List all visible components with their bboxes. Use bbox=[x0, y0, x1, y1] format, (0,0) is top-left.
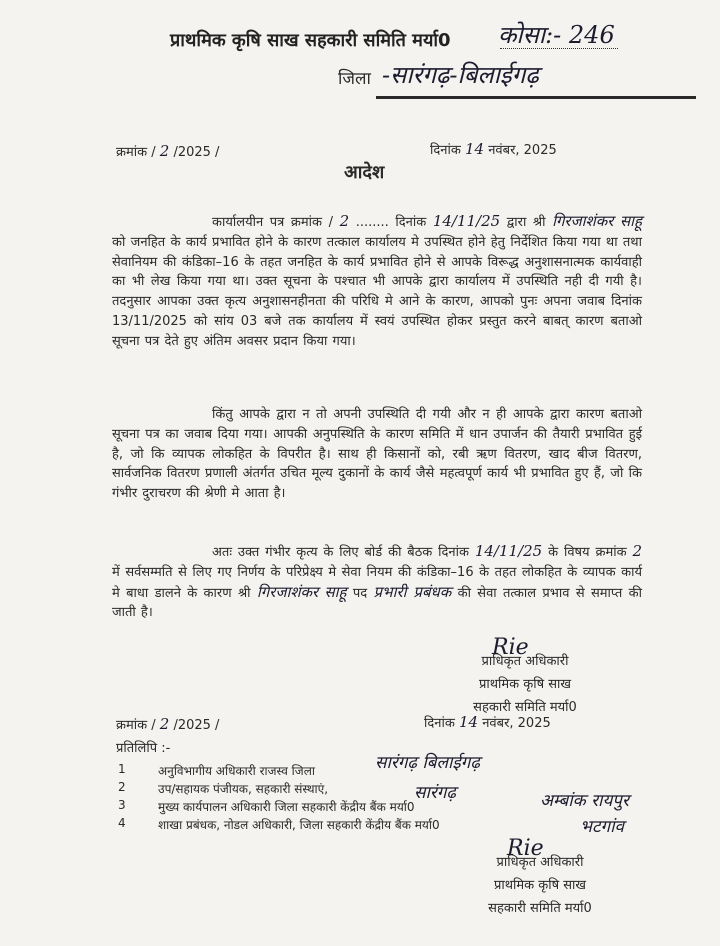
signature-scribble: Rie bbox=[507, 836, 544, 861]
copy-item: 1 अनुविभागीय अधिकारी राजस्व जिला सारंगढ़ बिलाईगढ़ bbox=[118, 753, 480, 778]
copy-order-number: क्रमांक / 2 /2025 / bbox=[116, 715, 220, 733]
code-underline bbox=[500, 48, 618, 49]
signature-block-2: Rie प्राधिकृत अधिकारी प्राथमिक कृषि साख सहकारी समिति मर्या0 bbox=[488, 836, 592, 916]
copy-item: 2 उप/सहायक पंजीयक, सहकारी संस्थाएं, सारंगढ़ bbox=[118, 780, 456, 803]
copy-item: 3 मुख्य कार्यपालन अधिकारी जिला सहकारी केंद्रीय बैंक मर्या0 अम्बांक रायपुर bbox=[118, 791, 629, 814]
district-label: जिला bbox=[338, 69, 371, 89]
committee-title: प्राथमिक कृषि साख सहकारी समिति मर्या0 bbox=[170, 30, 451, 51]
paragraph-3: अतः उक्त गंभीर कृत्य के लिए बोर्ड की बैठक दिनांक 14/11/25 के विषय क्रमांक 2 में सर्वसम्मति से लिए गए निर्णय के परिप्रेक्ष्य मे सेवा नियम की कंडिका–16 के तहत लोकहित के व्यापक कार्य मे बाधा डालने के कारण श्री गिरजाशंकर साहू पद प्रभारी प्रबंधक की सेवा तत्काल प्रभाव से समाप्त की जाती है। bbox=[112, 542, 642, 621]
order-title: आदेश bbox=[344, 162, 385, 183]
committee-code-handwritten: कोसा:- 246 bbox=[498, 21, 615, 49]
copy-item: 4 शाखा प्रबंधक, नोडल अधिकारी, जिला सहकारी केंद्रीय बैंक मर्या0 भटगांव bbox=[118, 816, 624, 837]
order-number: क्रमांक / 2 /2025 / bbox=[116, 142, 220, 160]
order-date: दिनांक 14 नवंबर, 2025 bbox=[430, 140, 557, 158]
district-handwritten: -सारंगढ़-बिलाईगढ़ bbox=[382, 61, 539, 89]
paragraph-1: कार्यालयीन पत्र क्रमांक / 2 ........ दिनांक 14/11/25 द्वारा श्री गिरजाशंकर साहू को जनहित के कार्य प्रभावित होने के कारण तत्काल कार्यालय मे उपस्थित होने हेतु निर्देशित किया गया था तथा सेवानियम की कंडिका–16 के तहत जनहित के कार्य प्रभावित होने से आपके विरूद्ध अनुशासनात्मक कार्यवाही का भी लेख किया गया था। उक्त सूचना के पश्चात भी आपके द्वारा कार्यालय में उपस्थिति नही दी गयी है। तदनुसार आपका उक्त कृत्य अनुशासनहीनता की परिधि मे आने के कारण, आपको पुनः अपना जवाब दिनांक 13/11/2025 को सांय 03 बजे तक कार्यालय में स्वयं उपस्थित होकर प्रस्तुत करने बाबत् कारण बताओ सूचना पत्र देते हुए अंतिम अवसर प्रदान किया गया। bbox=[112, 212, 643, 349]
signature-scribble: Rie bbox=[492, 635, 529, 660]
copy-to-title: प्रतिलिपि :- bbox=[116, 741, 171, 756]
signature-block-1: Rie प्राधिकृत अधिकारी प्राथमिक कृषि साख सहकारी समिति मर्या0 bbox=[473, 635, 577, 715]
copy-order-date: दिनांक 14 नवंबर, 2025 bbox=[424, 713, 551, 731]
paragraph-2: किंतु आपके द्वारा न तो अपनी उपस्थिति दी गयी और न ही आपके द्वारा कारण बताओ सूचना पत्र का जवाब दिया गया। आपकी अनुपस्थिति के कारण समिति में धान उपार्जन की तैयारी प्रभावित हुई है, जो कि व्यापक लोकहित के विपरीत है। साथ ही किसानों को, रबी ऋण वितरण, खाद बीज वितरण, सार्वजनिक वितरण प्रणाली अंतर्गत उचित मूल्य दुकानों के कार्य जैसे महत्वपूर्ण कार्य भी प्रभावित हुए हैं, जो कि गंभीर दुराचरण की श्रेणी मे आता है। bbox=[112, 407, 642, 502]
header-divider bbox=[376, 96, 696, 99]
